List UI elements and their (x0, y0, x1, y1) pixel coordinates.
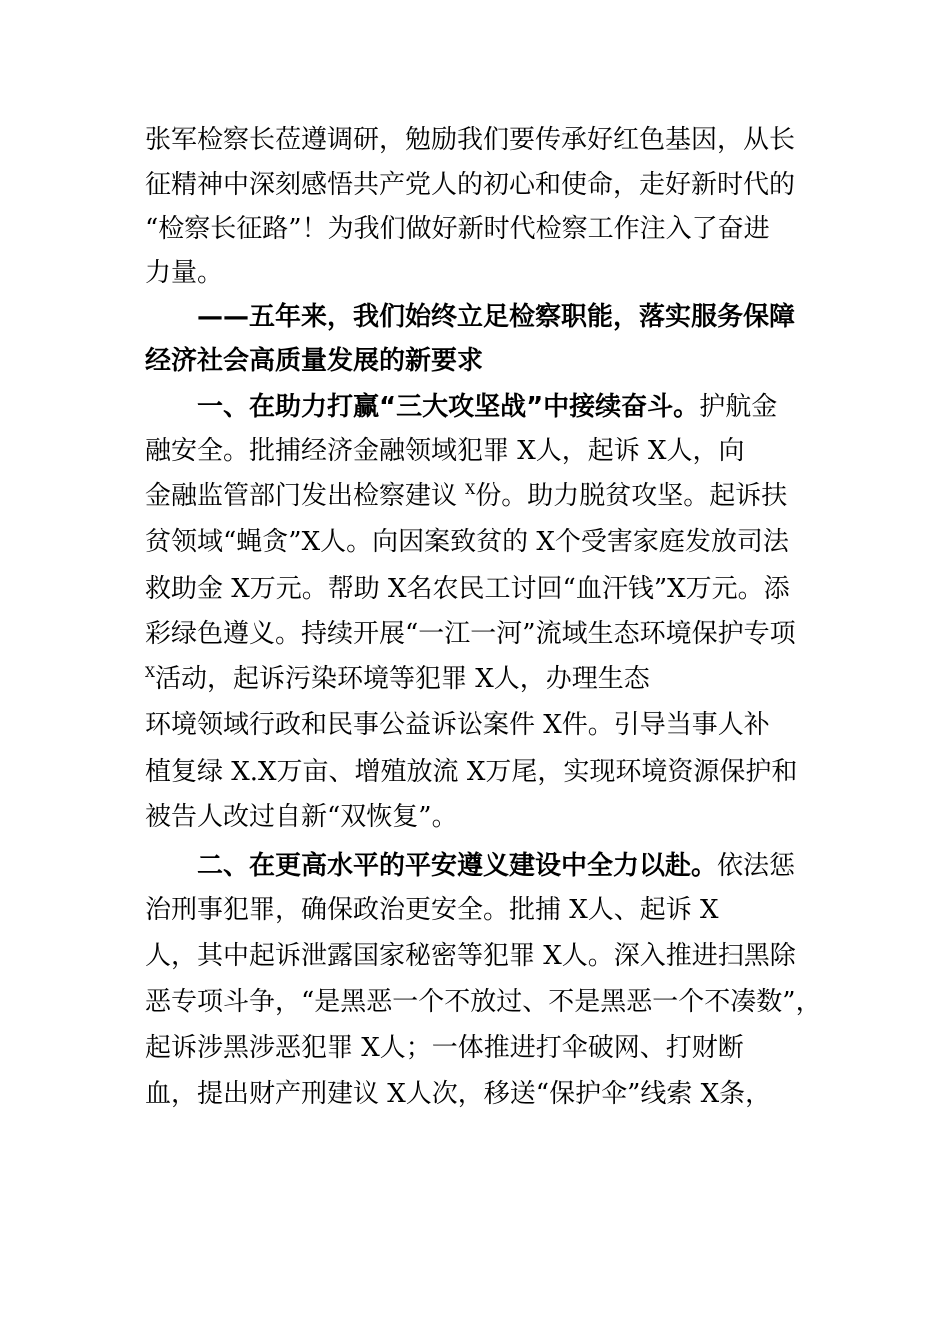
text-span: 依法惩 (717, 851, 796, 881)
paragraph-line (197, 392, 777, 422)
text-line: 贫领域“蝇贪”X人。向因案致贫的 X个受害家庭发放司法 (145, 527, 789, 557)
text-line: 恶专项斗争，“是黑恶一个不放过、不是黑恶一个不凑数”， (145, 987, 822, 1017)
paragraph-lead: 一、在助力打赢“三大攻坚战”中接续奋斗。 (197, 392, 700, 422)
section-heading: ——五年来，我们始终立足检察职能，落实服务保障 (197, 302, 796, 332)
text-line: 植复绿 X.X万亩、增殖放流 X万尾，实现环境资源保护和 (145, 757, 798, 787)
text-line: 治刑事犯罪，确保政治更安全。批捕 X人、起诉 X (145, 895, 719, 925)
text-line: 环境领域行政和民事公益诉讼案件 X件。引导当事人补 (145, 710, 770, 740)
superscript: X (465, 482, 476, 498)
superscript: X (145, 665, 155, 681)
text-span: 护航金 (699, 392, 778, 422)
text-line: 张军检察长莅遵调研，勉励我们要传承好红色基因，从长 (145, 125, 796, 155)
paragraph-line (145, 664, 650, 694)
section-heading: 经济社会高质量发展的新要求 (145, 346, 484, 376)
paragraph-lead: 二、在更高水平的平安遵义建设中全力以赴。 (197, 851, 718, 881)
text-line: 融安全。批捕经济金融领域犯罪 X人，起诉 X人，向 (145, 436, 745, 466)
text-line: 血，提出财产刑建议 X人次，移送“保护伞”线索 X条， (145, 1079, 772, 1109)
text-line: 彩绿色遵义。持续开展“一江一河”流域生态环境保护专项 (145, 619, 796, 649)
text-line: 力量。 (145, 258, 224, 288)
paragraph-line (197, 851, 795, 881)
paragraph-line (145, 481, 787, 511)
text-line: 救助金 X万元。帮助 X名农民工讨回“血汗钱”X万元。添 (145, 574, 790, 604)
text-line: 被告人改过自新“双恢复”。 (145, 802, 458, 832)
text-line: 人，其中起诉泄露国家秘密等犯罪 X人。深入推进扫黑除 (145, 941, 796, 971)
text-line: 起诉涉黑涉恶犯罪 X人；一体推进打伞破网、打财断 (145, 1033, 744, 1063)
text-line: 征精神中深刻感悟共产党人的初心和使命，走好新时代的 (145, 170, 796, 200)
text-span: 份。助力脱贫攻坚。起诉扶 (475, 481, 788, 511)
text-span: 活动，起诉污染环境等犯罪 X人，办理生态 (154, 664, 650, 694)
text-line: “检察长征路”！为我们做好新时代检察工作注入了奋进 (145, 214, 770, 244)
text-span: 金融监管部门发出检察建议 (145, 481, 466, 511)
